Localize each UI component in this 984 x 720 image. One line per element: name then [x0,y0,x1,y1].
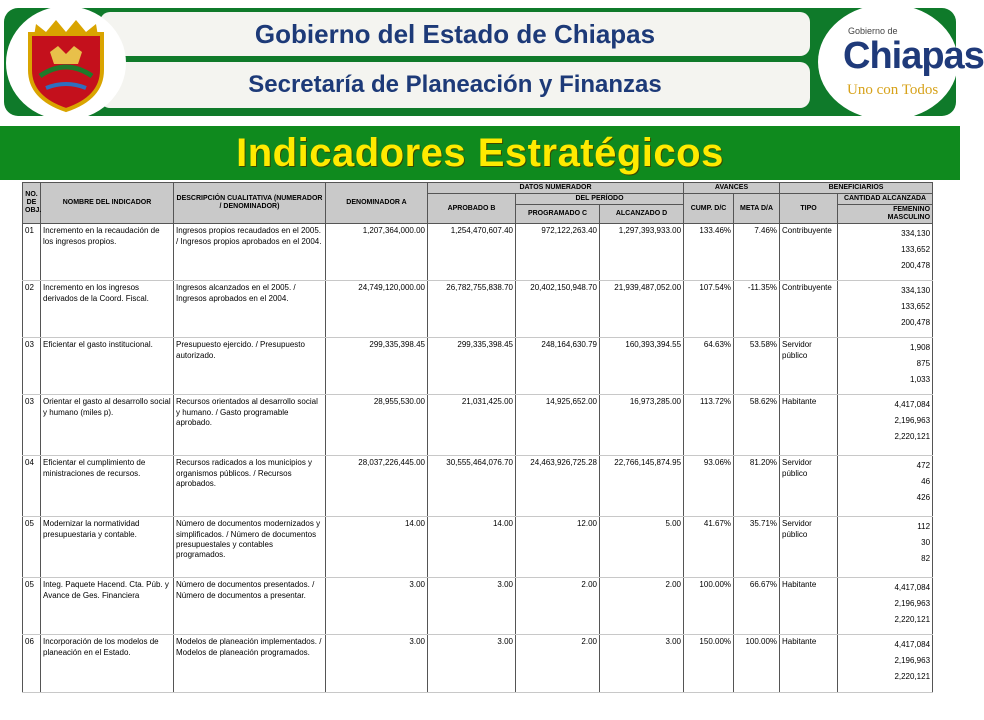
cantidad-value: 472 [916,461,931,471]
table-row [23,224,933,281]
table-cell-aprobado: 30,555,464,076.70 [428,456,516,517]
table-cell-nombre: Incorporación de los modelos de planeación en el Estado. [41,635,174,693]
table-cell-programado: 248,164,630.79 [516,338,600,395]
coat-of-arms-icon [6,6,126,120]
table-cell-cump: 64.63% [684,338,734,395]
table-cell-nombre: Incremento en los ingresos derivados de la Coord. Fiscal. [41,281,174,338]
table-cell-descripcion: Modelos de planeación implementados. / Modelos de planeación programados. [174,635,326,693]
cantidad-value: 133,652 [901,302,931,312]
table-cell-no: 02 [23,281,41,338]
logo-main-text: Chiapas [843,35,984,77]
table-cell-aprobado: 299,335,398.45 [428,338,516,395]
table-cell-aprobado: 26,782,755,838.70 [428,281,516,338]
cantidad-value: 4,417,084 [894,400,931,410]
cantidad-value: 46 [921,477,931,487]
table-cell-cump: 133.46% [684,224,734,281]
table-cell-tipo: Contribuyente [780,281,838,338]
table-cell-cantidad [838,338,933,395]
table-cell-denominador: 299,335,398.45 [326,338,428,395]
table-cell-meta: 100.00% [734,635,780,693]
table-cell-meta: 81.20% [734,456,780,517]
table-cell-tipo: Contribuyente [780,224,838,281]
table-cell-tipo: Servidor público [780,456,838,517]
col-header-descripcion: DESCRIPCIÓN CUALITATIVA (NUMERADOR / DENOMINADOR) [174,183,326,224]
cantidad-value: 133,652 [901,245,931,255]
table-cell-aprobado: 1,254,470,607.40 [428,224,516,281]
table-cell-cantidad [838,635,933,693]
cantidad-value: 334,130 [901,229,931,239]
cantidad-value: 2,196,963 [894,416,931,426]
col-header-denominador: DENOMINADOR A [326,183,428,224]
header-title-line2: Secretaría de Planeación y Finanzas [100,62,810,108]
table-cell-meta: 35.71% [734,517,780,578]
table-cell-denominador: 28,955,530.00 [326,395,428,456]
cantidad-value: 2,220,121 [894,672,931,682]
table-cell-no: 06 [23,635,41,693]
cantidad-value: 4,417,084 [894,640,931,650]
cantidad-value: 2,220,121 [894,432,931,442]
col-header-meta: META D/A [734,194,780,224]
col-header-periodo: DEL PERÍODO [516,194,684,205]
col-header-cump: CUMP. D/C [684,194,734,224]
table-cell-cump: 113.72% [684,395,734,456]
table-cell-aprobado: 3.00 [428,635,516,693]
table-cell-tipo: Servidor público [780,517,838,578]
table-cell-programado: 20,402,150,948.70 [516,281,600,338]
table-cell-alcanzado: 21,939,487,052.00 [600,281,684,338]
table-cell-cantidad [838,578,933,635]
col-header-alcanzado: ALCANZADO D [600,205,684,224]
table-cell-nombre: Modernizar la normatividad presupuestaria y contable. [41,517,174,578]
cantidad-value: 200,478 [901,318,931,328]
table-row [23,517,933,578]
header [0,0,984,122]
table-cell-tipo: Habitante [780,578,838,635]
table-cell-meta: 58.62% [734,395,780,456]
table-cell-alcanzado: 5.00 [600,517,684,578]
coat-of-arms [6,6,126,120]
table-cell-meta: 53.58% [734,338,780,395]
table-cell-cump: 107.54% [684,281,734,338]
table-cell-denominador: 24,749,120,000.00 [326,281,428,338]
col-header-beneficiarios: BENEFICIARIOS [780,183,933,194]
table-cell-cump: 150.00% [684,635,734,693]
table-cell-denominador: 14.00 [326,517,428,578]
col-header-aprobado: APROBADO B [428,194,516,224]
table-cell-nombre: Incremento en la recaudación de los ingresos propios. [41,224,174,281]
table-cell-descripcion: Ingresos alcanzados en el 2005. / Ingresos aprobados en el 2004. [174,281,326,338]
table-cell-meta: -11.35% [734,281,780,338]
col-header-masculino: MASCULINO [887,214,931,222]
table-cell-tipo: Habitante [780,635,838,693]
table-cell-cump: 100.00% [684,578,734,635]
table-cell-nombre: Integ. Paquete Hacend. Cta. Púb. y Avance de Ges. Financiera [41,578,174,635]
cantidad-value: 30 [921,538,931,548]
cantidad-value: 82 [921,554,931,564]
table-cell-denominador: 1,207,364,000.00 [326,224,428,281]
table-cell-alcanzado: 3.00 [600,635,684,693]
table-cell-programado: 2.00 [516,635,600,693]
cantidad-value: 334,130 [901,286,931,296]
col-header-femenino: FEMENINO [893,206,931,214]
table-cell-programado: 12.00 [516,517,600,578]
table-cell-alcanzado: 1,297,393,933.00 [600,224,684,281]
table-cell-tipo: Habitante [780,395,838,456]
table-row [23,578,933,635]
indicators-table [22,182,933,693]
table-cell-descripcion: Presupuesto ejercido. / Presupuesto autorizado. [174,338,326,395]
table-cell-cantidad [838,456,933,517]
table-cell-cantidad [838,224,933,281]
table-cell-cantidad [838,517,933,578]
table-cell-alcanzado: 2.00 [600,578,684,635]
cantidad-value: 4,417,084 [894,583,931,593]
col-header-no: NO. DE OBJ. [23,183,41,224]
table-cell-programado: 972,122,263.40 [516,224,600,281]
col-header-avances: AVANCES [684,183,780,194]
table-row [23,281,933,338]
table-cell-programado: 14,925,652.00 [516,395,600,456]
table-cell-alcanzado: 16,973,285.00 [600,395,684,456]
indicators-table-wrap [22,182,932,714]
table-cell-denominador: 3.00 [326,635,428,693]
logo-slogan: Uno con Todos [847,82,939,98]
table-cell-no: 04 [23,456,41,517]
table-cell-no: 05 [23,517,41,578]
cantidad-value: 200,478 [901,261,931,271]
table-cell-cantidad [838,395,933,456]
table-body [23,224,933,693]
table-cell-programado: 24,463,926,725.28 [516,456,600,517]
header-title-line1: Gobierno del Estado de Chiapas [100,12,810,56]
table-cell-denominador: 3.00 [326,578,428,635]
page-title: Indicadores Estratégicos [236,130,724,175]
table-cell-aprobado: 14.00 [428,517,516,578]
cantidad-value: 2,196,963 [894,599,931,609]
table-cell-cantidad [838,281,933,338]
table-cell-alcanzado: 22,766,145,874.95 [600,456,684,517]
table-cell-nombre: Eficientar el cumplimiento de ministraciones de recursos. [41,456,174,517]
table-cell-nombre: Orientar el gasto al desarrollo social y humano (miles p). [41,395,174,456]
table-cell-cump: 41.67% [684,517,734,578]
title-bar [0,126,960,180]
table-cell-descripcion: Recursos radicados a los municipios y organismos públicos. / Recursos aprobados. [174,456,326,517]
table-cell-nombre: Eficientar el gasto institucional. [41,338,174,395]
cantidad-value: 1,908 [910,343,931,353]
table-cell-no: 05 [23,578,41,635]
table-cell-descripcion: Número de documentos modernizados y simplificados. / Número de documentos presupuestales y contables programados. [174,517,326,578]
table-row [23,635,933,693]
cantidad-value: 426 [916,493,931,503]
table-cell-programado: 2.00 [516,578,600,635]
table-cell-meta: 66.67% [734,578,780,635]
col-header-cantidad: CANTIDAD ALCANZADA [838,194,933,205]
table-cell-aprobado: 3.00 [428,578,516,635]
table-cell-descripcion: Ingresos propios recaudados en el 2005. / Ingresos propios aprobados en el 2004. [174,224,326,281]
col-header-datos-numerador: DATOS NUMERADOR [428,183,684,194]
table-cell-no: 03 [23,338,41,395]
table-cell-no: 01 [23,224,41,281]
table-cell-tipo: Servidor público [780,338,838,395]
cantidad-value: 112 [917,522,931,532]
table-row [23,456,933,517]
cantidad-value: 1,033 [910,375,931,385]
table-cell-no: 03 [23,395,41,456]
table-cell-alcanzado: 160,393,394.55 [600,338,684,395]
table-row [23,338,933,395]
cantidad-value: 875 [916,359,931,369]
col-header-tipo: TIPO [780,194,838,224]
col-header-programado: PROGRAMADO C [516,205,600,224]
cantidad-value: 2,196,963 [894,656,931,666]
table-cell-descripcion: Recursos orientados al desarrollo social y humano. / Gasto programable aprobado. [174,395,326,456]
col-header-nombre: NOMBRE DEL INDICADOR [41,183,174,224]
table-row [23,395,933,456]
cantidad-value: 2,220,121 [894,615,931,625]
table-cell-descripcion: Número de documentos presentados. / Número de documentos a presentar. [174,578,326,635]
col-header-femenino-masculino [838,205,933,224]
table-cell-cump: 93.06% [684,456,734,517]
table-cell-denominador: 28,037,226,445.00 [326,456,428,517]
table-cell-aprobado: 21,031,425.00 [428,395,516,456]
logo-small-text: Gobierno de [848,26,898,36]
table-cell-meta: 7.46% [734,224,780,281]
